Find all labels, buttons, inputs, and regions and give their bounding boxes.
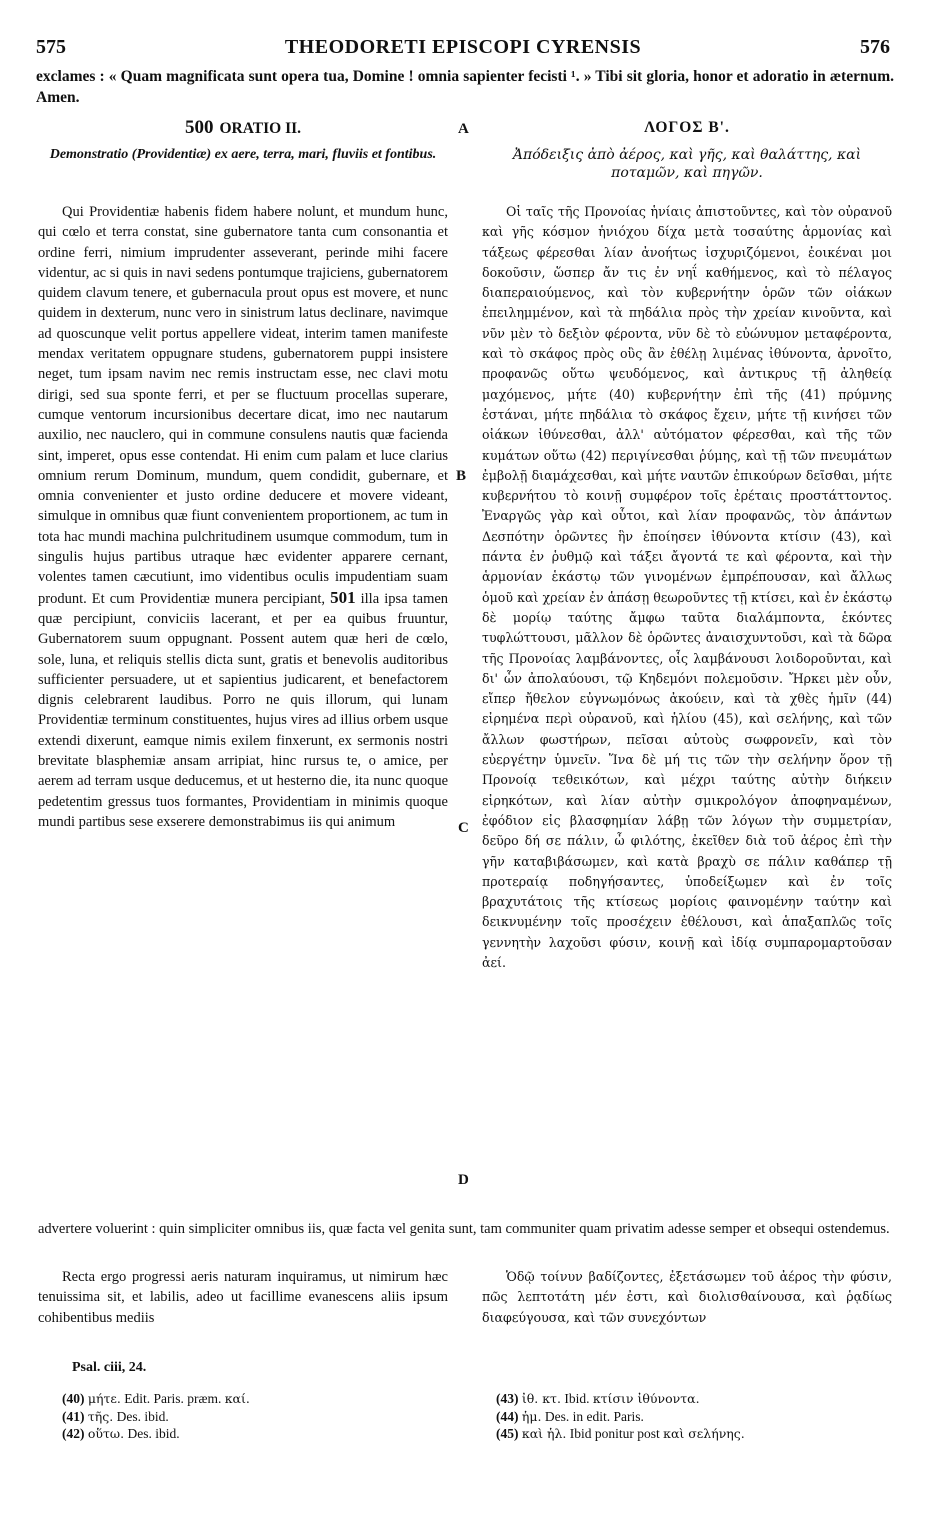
running-title: THEODORETI EPISCOPI CYRENSIS: [284, 36, 642, 58]
column-number-500: 500: [184, 117, 214, 138]
footnote-43: (43) ἰθ. κτ. Ibid. κτίσιν ἰθύνοντα.: [496, 1391, 700, 1406]
margin-mark-b: B: [456, 468, 467, 484]
footnote-42: (42) οὕτω. Des. ibid.: [62, 1426, 180, 1441]
right-page-number: 576: [860, 36, 890, 58]
left-page-number: 575: [36, 36, 66, 58]
greek-oration-title: ΛΟΓΟΣ Β'.: [644, 119, 730, 136]
latin-paragraph-2: Recta ergo progressi aeris naturam inquiramus, ut nimirum hæc tenuissima sit, et labilis, adeo ut facillime evanescens aliis ipsum cohibentibus mediis: [38, 1269, 448, 1326]
footnotes-left: [62, 1390, 250, 1443]
greek-subtitle: Ἀπόδειξις ἀπὸ ἀέρος, καὶ γῆς, καὶ θαλάττης, καὶ ποταμῶν, καὶ πηγῶν.: [512, 147, 862, 181]
greek-column: [482, 202, 892, 973]
latin-title-text: ORATIO II.: [219, 120, 302, 137]
column-number-501: 501: [330, 587, 356, 607]
footnote-40: (40) μήτε. Edit. Paris. præm. καί.: [62, 1391, 250, 1406]
greek-column-bottom: [482, 1267, 892, 1328]
margin-mark-c: C: [458, 820, 469, 836]
footnote-44: (44) ἡμ. Des. in edit. Paris.: [496, 1408, 644, 1424]
psalm-reference: Psal. ciii, 24.: [72, 1360, 147, 1375]
latin-paragraph-1-text: Qui Providentiæ habenis fidem habere nolunt, et mundum hunc, qui cœlo et terra constat, sine gubernatore tanta cum consonantia et ordine ferri, nimium imprudenter asseverant, perinde mihi facere videntur, ac si quis in navi sedens pontumque trajiciens, gubernatorem quidem clavum tenere, et gubernacula prout opus est movere, et nunc quidem in dexterum, nunc vero in sinistrum latus declinare, navimque ad quoscunque velit portus appellere videat, interim tamen manifeste mendax veritatem oppugnare studens, gubernatorem puppi insistere neget, tum ipsam navim nec remis instructam esse, nec clavi motu dirigi, sed sua sponte ferri, et per se fluctuum procellas superare, cumque ventorum incursionibus decertare dicat, imo nec nautarum auxilio, nec nauclero, qui in commune consulens nautis quæ facienda sint, imperet, opus esse contendat. Hi enim cum palam et luce clarius omnium rerum Dominum, mundum, quem condidit, gubernare, et omnia convenienter et justo ordine deducere et movere videant, simulque in omnibus quæ fiunt convenientem proportionem, ac tum in tota hac mundi machina pulchritudinem usumque commodum, tum in singulis hujus partibus utraque hæc evidenter apparere cernant, volentes tamen cæcutiunt, imo videntibus oculis impudentiam suam produnt. Et cum Providentiæ munera percipiant,: [38, 204, 448, 607]
latin-column: [38, 202, 448, 832]
greek-paragraph-2: Ὁδῷ τοίνυν βαδίζοντες, ἐξετάσωμεν τοῦ ἀέρος τὴν φύσιν, πῶς λεπτοτάτη μέν ἐστι, καὶ διολισθαίνουσα, καὶ ῥᾳδίως διαφεύγουσα, καὶ τῶν συνεχόντων: [482, 1269, 892, 1325]
spanning-line: advertere voluerint : quin simpliciter omnibus iis, quæ facta vel genita sunt, tam communiter quam privatim adesse semper et obsequi ostendemus.: [38, 1221, 890, 1237]
margin-mark-d: D: [458, 1172, 469, 1188]
footnotes-right: [496, 1390, 745, 1443]
footnote-41: (41) τῆς. Des. ibid.: [62, 1408, 169, 1424]
page-header: [36, 36, 890, 62]
intro-text: exclames : « Quam magnificata sunt opera tua, Domine ! omnia sapienter fecisti ¹. » Tibi sit gloria, honor et adoratio in æternum. Amen.: [36, 68, 894, 106]
latin-subtitle: Demonstratio (Providentiæ) ex aere, terra, mari, fluviis et fontibus.: [49, 147, 437, 162]
margin-mark-a: A: [458, 121, 469, 137]
latin-column-bottom: [38, 1267, 448, 1328]
latin-paragraph-1: [38, 202, 448, 832]
footnote-45: (45) καὶ ἡλ. Ibid ponitur post καὶ σελήνης.: [496, 1426, 745, 1441]
latin-oration-title: [38, 117, 448, 139]
greek-paragraph-1: Οἱ ταῖς τῆς Προνοίας ἡνίαις ἀπιστοῦντες, καὶ τὸν οὐρανοῦ καὶ γῆς κόσμον ἡνιόχου δίχα μετὰ τοσαύτης ἁρμονίας καὶ τάξεως φέρεσθαι λίαν ἀνοήτως ἰσχυριζόμενοι, ἐοικέναι μοι δοκοῦσιν, ὥσπερ ἄν τις ἐν νηΐ καθήμενος, καὶ τὸ πέλαγος διαπεραιούμενος, καὶ τὸν κυβερνήτην ὁρῶν τῶν οἰάκων ἐπειλημμένον, καὶ τὰ πηδάλια πρὸς τὴν χρείαν κινοῦντα, καὶ νῦν μὲν τὸ δεξιὸν φέροντα, νῦν δὲ τὸ εὐώνυμον μεταφέροντα, καὶ τὸ σκάφος πρὸς οὓς ἂν ἐθέλῃ λιμένας ἰθύνοντα, ἀρνοῖτο, προφανῶς οὕτω ψευδόμενος, καὶ ἀντικρυς τῇ ἀληθείᾳ μαχόμενος, μήτε (40) κυβερνήτην ἐπὶ τῆς (41) πρύμνης ἑστάναι, μήτε πηδάλια τὸ σκάφος ἔχειν, μήτε τῇ κινήσει τῶν οἰάκων ἰθύνεσθαι, ἀλλ' αὐτόματον φέρεσθαι, καὶ τῆς τῶν κυμάτων οὕτω (42) περιγίνεσθαι ῥύμης, καὶ τῇ τῶν πνευμάτων ἐμβολῇ διαμάχεσθαι, καὶ μήτε ναυτῶν ἐπικούρων δεῖσθαι, μήτε κυβερνήτου τὸ κοινῇ συμφέρον τοῖς ἐρέταις προστάττοντος. Ἐναργῶς γὰρ καὶ οὗτοι, καὶ λίαν προφανῶς, τὸν ἁπάντων Δεσπότην ὁρῶντες ἣν ἐποίησεν ἰθύνοντα κτίσιν (43), καὶ πάντα ἐν ῥυθμῷ καὶ τάξει ἄγοντά τε καὶ φέροντα, καὶ τὴν ἁρμονίαν ἑκάστῳ τῶν γινομένων ἐμπρέπουσαν, καὶ ἄλλως ὁμοῦ καὶ χρείαν ἐν ἁπάσῃ θεωροῦντες τῇ κτίσει, καὶ ἐν ἑκάστῳ δὲ μορίῳ ταύτης ἄμφω ταῦτα διαλάμποντα, ἑκόντες τυφλώττουσι, μᾶλλον δὲ ὁρῶντες ἀναισχυντοῦσι, καὶ τὰ δῶρα τῆς Προνοίας λαμβάνοντες, οἷς λαμβάνουσι λοιδοροῦνται, καὶ δι' ὧν ἀπολαύουσι, τῷ Κηδεμόνι πολεμοῦσιν. Ἤρκει μὲν οὖν, εἴπερ ἤθελον εὐγνωμόνως ἀκούειν, καὶ τὰ χθὲς ἡμῖν (44) εἰρημένα περὶ οὐρανοῦ, καὶ ἡλίου (45), καὶ σελήνης, καὶ τῶν ἄλλων φωστήρων, πεῖσαι αὐτοὺς σωφρονεῖν, καὶ τὸν εὐεργέτην ὑμνεῖν. Ἵνα δὲ μή τις τῶν τὴν σελήνην ὅρον τῇ Προνοίᾳ τεθεικότων, καὶ μέχρι ταύτης αὐτὴν διήκειν εἰρηκότων, καὶ λίαν αὐτὴν σμικρολόγον ἀποφηναμένων, ἐφόδιον εἰς βλασφημίαν λάβῃ τῶν λόγων τὴν συμμετρίαν, δεῦρο δή σε πάλιν, ὦ φιλότης, ἐκεῖθεν διὰ τοῦ ἀέρος ἐπὶ τὴν γῆν καταβιβάσωμεν, καὶ κατὰ βραχὺ σε πάλιν καθάπερ τῇ προτεραίᾳ ποδηγήσαντες, ὑποδείξωμεν καὶ ἐν τοῖς βραχυτάτοις τῆς κτίσεως μορίοις φαινομένην ταύτην καὶ δεικνυμένην τοῖς προσέχειν ἐθέλουσι, καὶ ἁπαξαπλῶς τοῖς γεννητὴν λαχοῦσι φύσιν, κοινῇ καὶ ἰδίᾳ συμπαρομαρτοῦσαν ἀεί.: [482, 204, 892, 970]
latin-paragraph-1-cont: illa ipsa tamen quæ percipiunt, conviciis lacerant, et per ea quibus fruuntur, Gubernatorem suum oppugnant. Possent autem quæ heri de cœlo, sole, luna, et reliquis stellis dicta sunt, gratis et benevolis auditoribus sufficienter persuadere, ut et sapientius judicarent, et benefactorem dignis celebrarent laudibus. Porro ne quis illorum, qui lunam Providentiæ terminum constituentes, hujus vires ad illius orbem usque extendi dixerunt, eamque nimis exilem finxerunt, ex sermonis nostri brevitate blasphemiæ ansam arripiat, hinc rursus te, o amice, per aerem ad terram usque deducemus, et ut hesterno die, ita nunc quoque pedetentim gressus tuos formantes, Providentiam in minimis quoque mundi partibus sese exserere demonstrabimus iis qui animum: [38, 590, 449, 830]
